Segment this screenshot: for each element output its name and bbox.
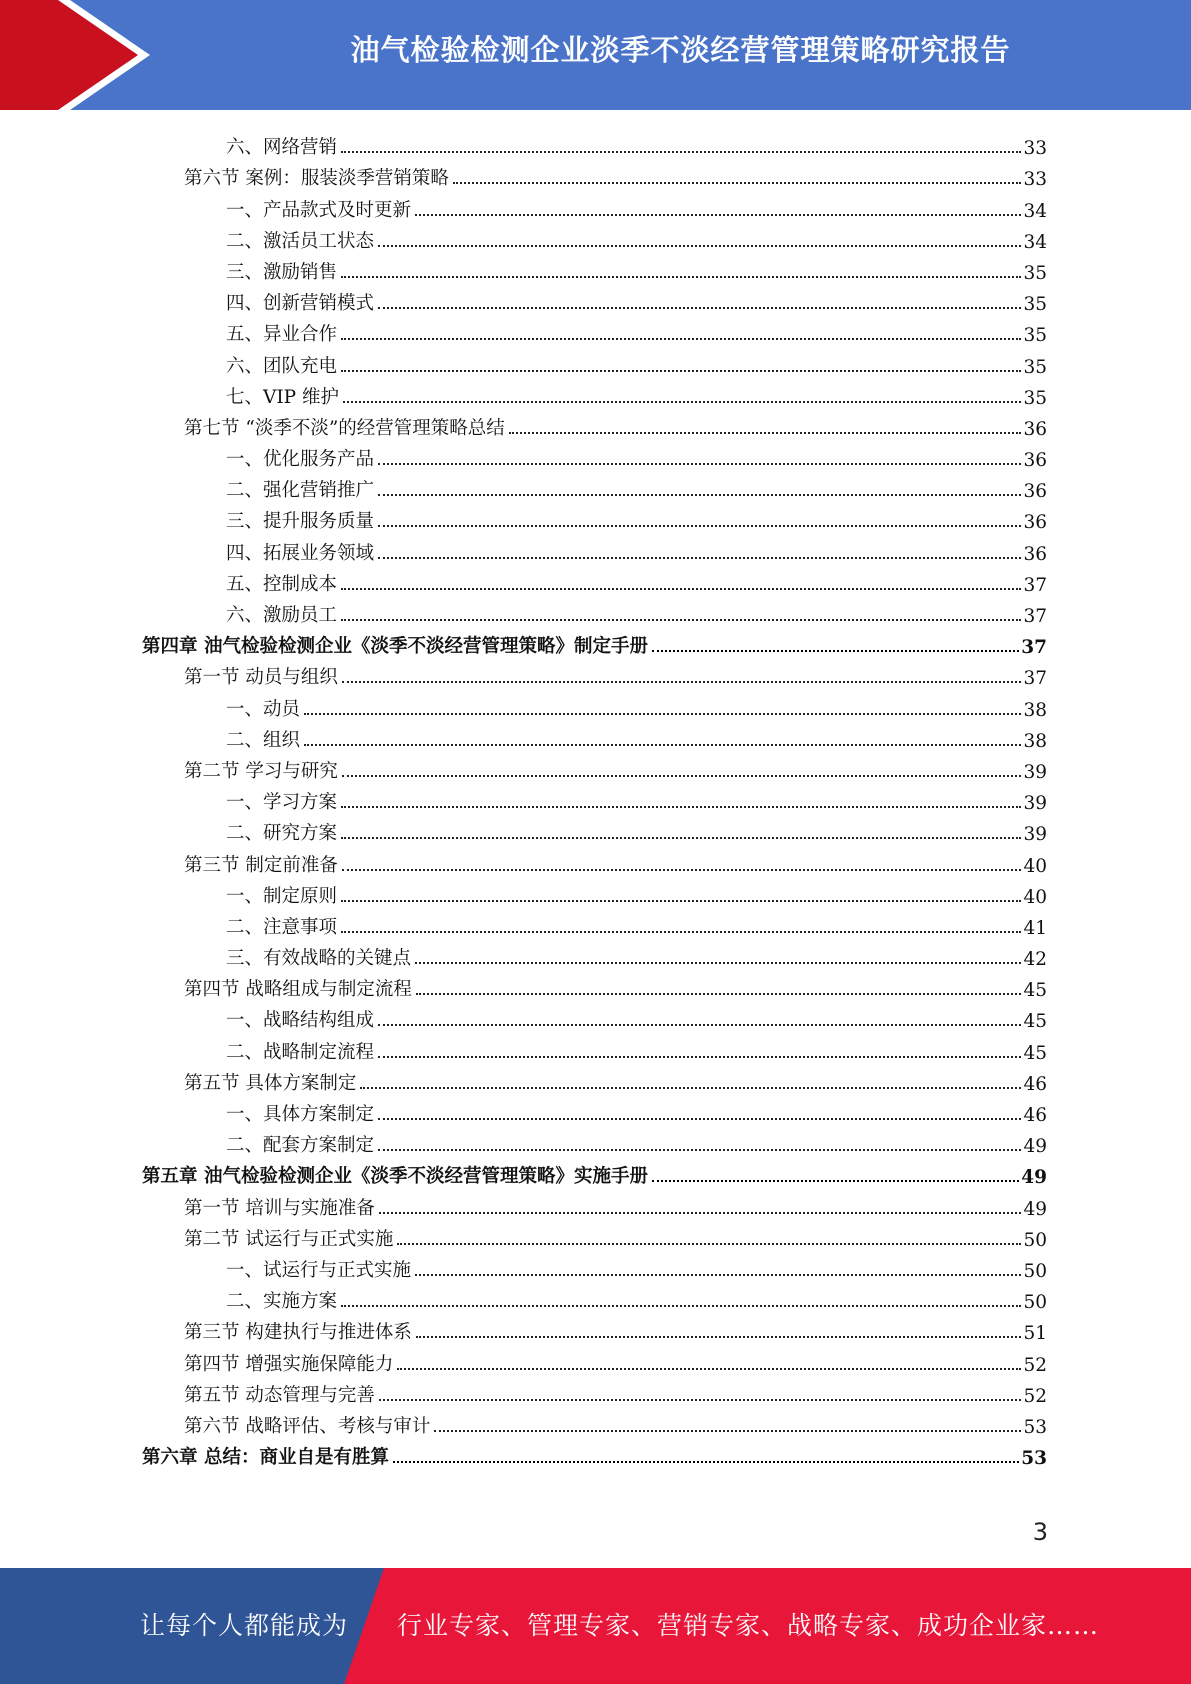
toc-entry-section[interactable]	[142, 845, 1047, 876]
toc-entry-title: 第六节 案例：服装淡季营销策略	[184, 168, 449, 190]
toc-entry-page: 50	[1023, 1229, 1047, 1251]
toc-entry-page: 52	[1023, 1385, 1047, 1407]
toc-dot-leader	[378, 525, 1021, 527]
toc-entry-section[interactable]	[142, 752, 1047, 783]
toc-entry-page: 34	[1023, 200, 1047, 222]
toc-entry-title: 第五章 油气检验检测企业《淡季不淡经营管理策略》实施手册	[142, 1166, 648, 1188]
toc-entry-page: 40	[1023, 855, 1047, 877]
toc-entry-title: 第二节 学习与研究	[184, 760, 338, 782]
toc-dot-leader	[509, 432, 1022, 434]
toc-entry-page: 37	[1021, 637, 1047, 659]
toc-entry-page: 46	[1023, 1073, 1047, 1095]
toc-entry-page: 35	[1023, 294, 1047, 316]
toc-entry-item[interactable]	[142, 596, 1047, 627]
toc-entry-section[interactable]	[142, 1313, 1047, 1344]
toc-entry-item[interactable]	[142, 346, 1047, 377]
toc-entry-section[interactable]	[142, 1344, 1047, 1375]
toc-dot-leader	[341, 806, 1021, 808]
toc-entry-section[interactable]	[142, 658, 1047, 689]
toc-entry-item[interactable]	[142, 284, 1047, 315]
toc-entry-item[interactable]	[142, 253, 1047, 284]
toc-dot-leader	[341, 900, 1021, 902]
toc-entry-section[interactable]	[142, 1220, 1047, 1251]
toc-entry-page: 50	[1023, 1292, 1047, 1314]
toc-entry-title: 一、制定原则	[226, 885, 338, 907]
table-of-contents	[142, 128, 1047, 1469]
toc-entry-title: 二、强化营销推广	[226, 480, 375, 502]
toc-entry-section[interactable]	[142, 159, 1047, 190]
toc-entry-page: 35	[1023, 387, 1047, 409]
toc-entry-chapter[interactable]	[142, 1157, 1047, 1188]
toc-entry-item[interactable]	[142, 1282, 1047, 1313]
toc-entry-title: 二、研究方案	[226, 823, 338, 845]
toc-dot-leader	[378, 557, 1021, 559]
toc-dot-leader	[341, 588, 1021, 590]
toc-entry-page: 41	[1023, 917, 1047, 939]
toc-entry-title: 第三节 构建执行与推进体系	[184, 1322, 412, 1344]
toc-entry-item[interactable]	[142, 533, 1047, 564]
toc-entry-page: 52	[1023, 1354, 1047, 1376]
toc-entry-page: 33	[1023, 169, 1047, 191]
toc-entry-item[interactable]	[142, 222, 1047, 253]
toc-dot-leader	[378, 1118, 1021, 1120]
toc-dot-leader	[304, 713, 1021, 715]
toc-entry-title: 五、异业合作	[226, 324, 338, 346]
page-footer	[0, 1568, 1191, 1684]
toc-dot-leader	[378, 1024, 1021, 1026]
toc-entry-item[interactable]	[142, 1095, 1047, 1126]
toc-entry-title: 一、试运行与正式实施	[226, 1259, 412, 1281]
toc-dot-leader	[360, 1087, 1021, 1089]
toc-entry-item[interactable]	[142, 1126, 1047, 1157]
toc-entry-page: 35	[1023, 262, 1047, 284]
toc-entry-page: 39	[1023, 761, 1047, 783]
toc-dot-leader	[378, 1149, 1021, 1151]
toc-entry-title: 一、学习方案	[226, 792, 338, 814]
toc-entry-title: 一、产品款式及时更新	[226, 199, 412, 221]
toc-entry-item[interactable]	[142, 190, 1047, 221]
toc-dot-leader	[378, 307, 1021, 309]
toc-entry-item[interactable]	[142, 1001, 1047, 1032]
toc-entry-section[interactable]	[142, 1188, 1047, 1219]
toc-dot-leader	[341, 151, 1021, 153]
page-header	[0, 0, 1191, 110]
toc-entry-page: 50	[1023, 1260, 1047, 1282]
toc-entry-page: 51	[1023, 1323, 1047, 1345]
toc-entry-title: 第六节 战略评估、考核与审计	[184, 1415, 431, 1437]
toc-entry-title: 二、实施方案	[226, 1291, 338, 1313]
toc-entry-section[interactable]	[142, 1376, 1047, 1407]
toc-dot-leader	[342, 869, 1022, 871]
toc-dot-leader	[343, 401, 1021, 403]
toc-entry-page: 33	[1023, 138, 1047, 160]
toc-entry-title: 二、配套方案制定	[226, 1135, 375, 1157]
footer-slogan-left: 让每个人都能成为	[140, 1611, 349, 1640]
toc-dot-leader	[378, 463, 1021, 465]
toc-dot-leader	[304, 744, 1021, 746]
toc-dot-leader	[397, 1243, 1021, 1245]
toc-dot-leader	[416, 993, 1022, 995]
toc-entry-title: 第一节 动员与组织	[184, 667, 338, 689]
toc-entry-page: 49	[1023, 1136, 1047, 1158]
toc-dot-leader	[416, 1336, 1022, 1338]
document-title: 油气检验检测企业淡季不淡经营管理策略研究报告	[350, 33, 1011, 67]
toc-entry-title: 一、优化服务产品	[226, 449, 375, 471]
toc-entry-chapter[interactable]	[142, 1438, 1047, 1469]
toc-dot-leader	[393, 1461, 1019, 1463]
toc-entry-page: 37	[1023, 574, 1047, 596]
toc-dot-leader	[341, 1305, 1021, 1307]
toc-dot-leader	[434, 1430, 1021, 1432]
toc-entry-item[interactable]	[142, 378, 1047, 409]
toc-dot-leader	[379, 1212, 1022, 1214]
toc-entry-item[interactable]	[142, 908, 1047, 939]
toc-entry-item[interactable]	[142, 440, 1047, 471]
toc-entry-page: 40	[1023, 886, 1047, 908]
toc-entry-item[interactable]	[142, 315, 1047, 346]
toc-entry-title: 四、创新营销模式	[226, 293, 375, 315]
toc-entry-page: 45	[1023, 980, 1047, 1002]
toc-entry-page: 37	[1023, 606, 1047, 627]
toc-entry-page: 53	[1023, 1416, 1047, 1438]
toc-entry-item[interactable]	[142, 565, 1047, 596]
toc-entry-page: 53	[1021, 1448, 1047, 1470]
toc-entry-title: 第四章 油气检验检测企业《淡季不淡经营管理策略》制定手册	[142, 636, 648, 658]
toc-entry-item[interactable]	[142, 783, 1047, 814]
toc-entry-title: 第二节 试运行与正式实施	[184, 1228, 394, 1250]
toc-dot-leader	[341, 338, 1021, 340]
toc-entry-title: 七、VIP 维护	[226, 386, 339, 408]
toc-entry-chapter[interactable]	[142, 627, 1047, 658]
toc-dot-leader	[379, 1399, 1022, 1401]
toc-entry-title: 第六章 总结：商业自是有胜算	[142, 1447, 389, 1469]
footer-slogan-right: 行业专家、管理专家、营销专家、战略专家、成功企业家……	[397, 1611, 1100, 1640]
toc-dot-leader	[453, 182, 1022, 184]
toc-entry-page: 36	[1023, 512, 1047, 534]
toc-entry-item[interactable]	[142, 502, 1047, 533]
toc-entry-title: 一、具体方案制定	[226, 1104, 375, 1125]
toc-entry-title: 四、拓展业务领域	[226, 542, 375, 564]
toc-entry-page: 36	[1023, 450, 1047, 472]
toc-entry-title: 六、团队充电	[226, 355, 338, 377]
toc-entry-item[interactable]	[142, 1251, 1047, 1282]
toc-entry-title: 六、激励员工	[226, 605, 338, 626]
toc-dot-leader	[415, 1274, 1021, 1276]
toc-entry-page: 34	[1023, 231, 1047, 253]
toc-entry-item[interactable]	[142, 128, 1047, 159]
toc-entry-title: 二、激活员工状态	[226, 230, 375, 252]
toc-entry-page: 36	[1023, 418, 1047, 440]
toc-entry-title: 一、动员	[226, 698, 301, 720]
toc-entry-page: 45	[1023, 1011, 1047, 1033]
toc-entry-title: 二、组织	[226, 729, 301, 751]
chevron-arrow-icon	[0, 0, 160, 110]
toc-entry-title: 三、有效战略的关键点	[226, 948, 412, 970]
toc-dot-leader	[415, 962, 1021, 964]
toc-entry-page: 35	[1023, 325, 1047, 347]
toc-entry-page: 38	[1023, 699, 1047, 721]
toc-entry-page: 37	[1023, 668, 1047, 690]
toc-dot-leader	[378, 494, 1021, 496]
toc-entry-page: 45	[1023, 1042, 1047, 1064]
toc-entry-page: 39	[1023, 793, 1047, 815]
toc-entry-item[interactable]	[142, 939, 1047, 970]
toc-entry-page: 36	[1023, 481, 1047, 503]
toc-dot-leader	[378, 1056, 1021, 1058]
toc-entry-title: 第五节 具体方案制定	[184, 1072, 357, 1094]
toc-entry-title: 第一节 培训与实施准备	[184, 1197, 375, 1219]
toc-entry-title: 三、激励销售	[226, 261, 338, 283]
toc-entry-page: 35	[1023, 356, 1047, 378]
toc-dot-leader	[341, 931, 1021, 933]
toc-entry-item[interactable]	[142, 877, 1047, 908]
toc-entry-title: 三、提升服务质量	[226, 511, 375, 533]
toc-dot-leader	[342, 681, 1022, 683]
toc-entry-title: 第四节 战略组成与制定流程	[184, 979, 412, 1001]
toc-entry-section[interactable]	[142, 970, 1047, 1001]
toc-entry-item[interactable]	[142, 1032, 1047, 1063]
toc-entry-title: 第三节 制定前准备	[184, 854, 338, 876]
toc-entry-item[interactable]	[142, 814, 1047, 845]
toc-dot-leader	[342, 775, 1022, 777]
toc-entry-page: 46	[1023, 1105, 1047, 1126]
toc-dot-leader	[652, 1180, 1019, 1182]
toc-dot-leader	[341, 619, 1021, 621]
toc-entry-section[interactable]	[142, 409, 1047, 440]
toc-entry-page: 49	[1023, 1198, 1047, 1220]
toc-entry-section[interactable]	[142, 1407, 1047, 1438]
toc-entry-item[interactable]	[142, 689, 1047, 720]
toc-entry-page: 36	[1023, 543, 1047, 565]
toc-entry-title: 六、网络营销	[226, 137, 338, 159]
toc-entry-section[interactable]	[142, 1064, 1047, 1095]
toc-dot-leader	[341, 276, 1021, 278]
toc-dot-leader	[341, 370, 1021, 372]
toc-entry-title: 第七节 “淡季不淡”的经营管理策略总结	[184, 417, 505, 439]
toc-entry-title: 一、战略结构组成	[226, 1010, 375, 1032]
toc-entry-title: 二、战略制定流程	[226, 1041, 375, 1063]
toc-dot-leader	[397, 1368, 1021, 1370]
toc-dot-leader	[378, 245, 1021, 247]
toc-dot-leader	[415, 214, 1021, 216]
toc-entry-item[interactable]	[142, 721, 1047, 752]
toc-dot-leader	[652, 650, 1019, 652]
toc-entry-page: 49	[1021, 1167, 1047, 1189]
toc-entry-title: 五、控制成本	[226, 573, 338, 595]
toc-entry-page: 38	[1023, 730, 1047, 752]
toc-entry-item[interactable]	[142, 471, 1047, 502]
page-number: 3	[1032, 1518, 1048, 1546]
toc-entry-title: 第四节 增强实施保障能力	[184, 1353, 394, 1375]
toc-entry-title: 二、注意事项	[226, 916, 338, 938]
toc-entry-page: 39	[1023, 824, 1047, 846]
toc-entry-title: 第五节 动态管理与完善	[184, 1384, 375, 1406]
toc-dot-leader	[341, 837, 1021, 839]
toc-entry-page: 42	[1023, 949, 1047, 971]
